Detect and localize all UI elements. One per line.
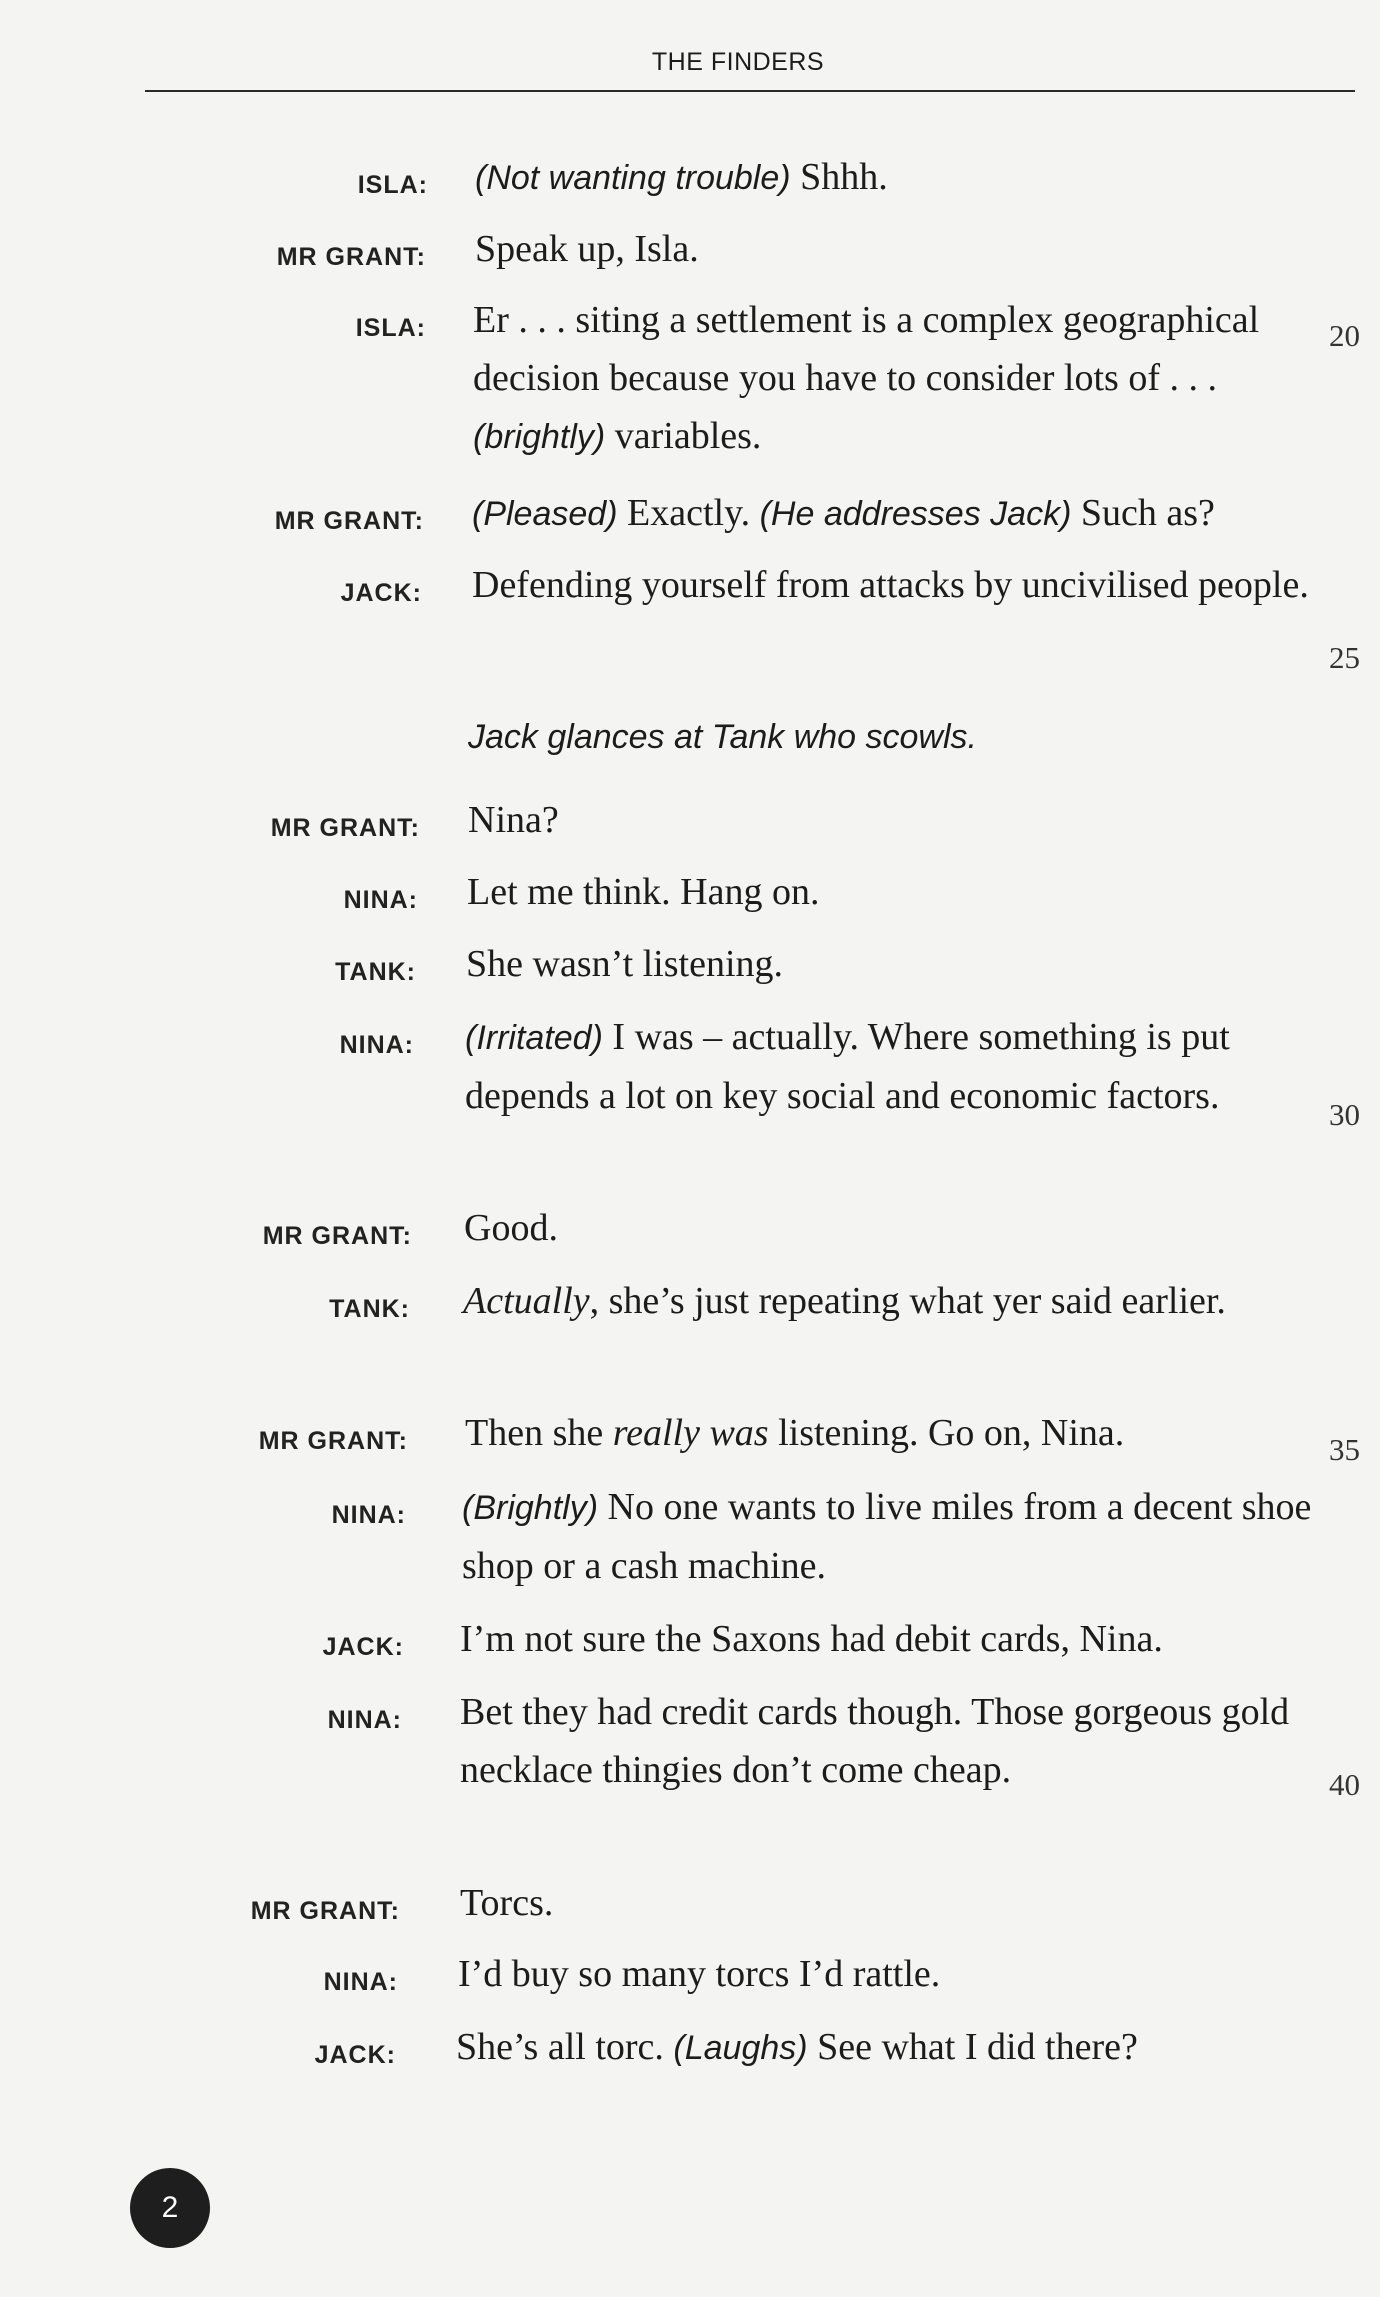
speech-text [460,1683,1320,1799]
speech-text [458,1945,1318,2003]
speaker-name: NINA: [323,1968,398,1996]
speech-fragment: Speak up, Isla. [475,228,699,270]
speech-fragment: Defending yourself from attacks by uncivilised people. [472,564,1309,606]
speech-fragment: Let me think. Hang on. [467,871,820,913]
speech-text [467,863,1327,921]
speaker-name: MR GRANT: [262,1222,412,1250]
speech-text [462,1478,1322,1595]
speech-text [472,484,1332,543]
speech-fragment: Torcs. [460,1882,554,1924]
line-number: 30 [1329,1097,1360,1132]
stage-direction-inline: (He addresses Jack) [759,495,1072,533]
speech-text [456,2018,1316,2077]
speech-fragment: See what I did there? [807,2026,1138,2068]
speaker-name: JACK: [340,579,422,607]
header-rule [145,90,1355,92]
stage-direction-inline: (Brightly) [462,1489,599,1527]
speaker-name: JACK: [314,2041,396,2069]
emphasis: really was [612,1412,769,1454]
speech-text [463,1272,1323,1330]
speaker-name: NINA: [343,886,418,914]
speech-fragment: Good. [464,1207,558,1249]
stage-direction-inline: (brightly) [473,418,606,456]
speaker-name: TANK: [335,958,416,986]
speech-fragment: I’m not sure the Saxons had debit cards, Nina. [460,1618,1163,1660]
speech-fragment: Bet they had credit cards though. Those gorgeous gold necklace thingies don’t come cheap. [460,1691,1290,1791]
speech-text [466,935,1326,993]
speaker-name: JACK: [322,1633,404,1661]
line-number: 25 [1329,640,1360,675]
speaker-name: ISLA: [355,314,426,342]
speech-fragment: She wasn’t listening. [466,943,784,985]
stage-direction-inline: (Irritated) [465,1019,603,1057]
speaker-name: TANK: [329,1295,410,1323]
speech-fragment: Nina? [468,799,559,841]
stage-direction-inline: (Not wanting trouble) [475,159,791,197]
speech-text [475,220,1335,278]
speech-text [460,1610,1320,1668]
speech-text [475,148,1335,207]
speech-text [465,1008,1325,1125]
speaker-name: NINA: [339,1031,414,1059]
speaker-name: MR GRANT: [276,243,426,271]
speech-fragment: Shhh. [790,156,888,198]
line-number: 20 [1329,318,1360,353]
speech-fragment: listening. Go on, Nina. [768,1412,1125,1454]
speech-fragment: I’d buy so many torcs I’d rattle. [458,1953,941,1995]
speech-fragment: Then she [465,1412,613,1454]
speech-text [464,1199,1324,1257]
speaker-name: MR GRANT: [270,814,420,842]
speech-text [472,556,1332,614]
speech-fragment: , she’s just repeating what yer said earlier. [589,1280,1226,1322]
speech-fragment: Er . . . siting a settlement is a complex geographical decision because you have to consider lots of . . . [473,299,1260,399]
page-number: 2 [130,2168,210,2248]
speaker-name: ISLA: [357,171,428,199]
speaker-name: MR GRANT: [274,507,424,535]
speech-fragment: No one wants to live miles from a decent shoe shop or a cash machine. [462,1486,1312,1587]
speech-text [460,1874,1320,1932]
line-number: 35 [1329,1432,1360,1467]
speech-fragment: She’s all torc. [456,2026,674,2068]
speech-fragment: Such as? [1071,492,1215,534]
emphasis: Actually [463,1280,590,1322]
speech-fragment: variables. [605,415,762,457]
speech-text [465,1404,1325,1462]
speaker-name: MR GRANT: [258,1427,408,1455]
running-header: THE FINDERS [651,48,825,76]
speaker-name: MR GRANT: [250,1897,400,1925]
speech-fragment: Exactly. [617,492,760,534]
stage-direction-inline: (Laughs) [673,2029,808,2067]
speech-text [468,791,1328,849]
speech-fragment: I was – actually. Where something is put depends a lot on key social and economic factors. [465,1016,1230,1117]
speech-text [473,291,1333,466]
line-number: 40 [1329,1767,1360,1802]
stage-direction-inline: (Pleased) [472,495,618,533]
stage-direction: Jack glances at Tank who scowls. [468,718,977,756]
speaker-name: NINA: [331,1501,406,1529]
speaker-name: NINA: [327,1706,402,1734]
